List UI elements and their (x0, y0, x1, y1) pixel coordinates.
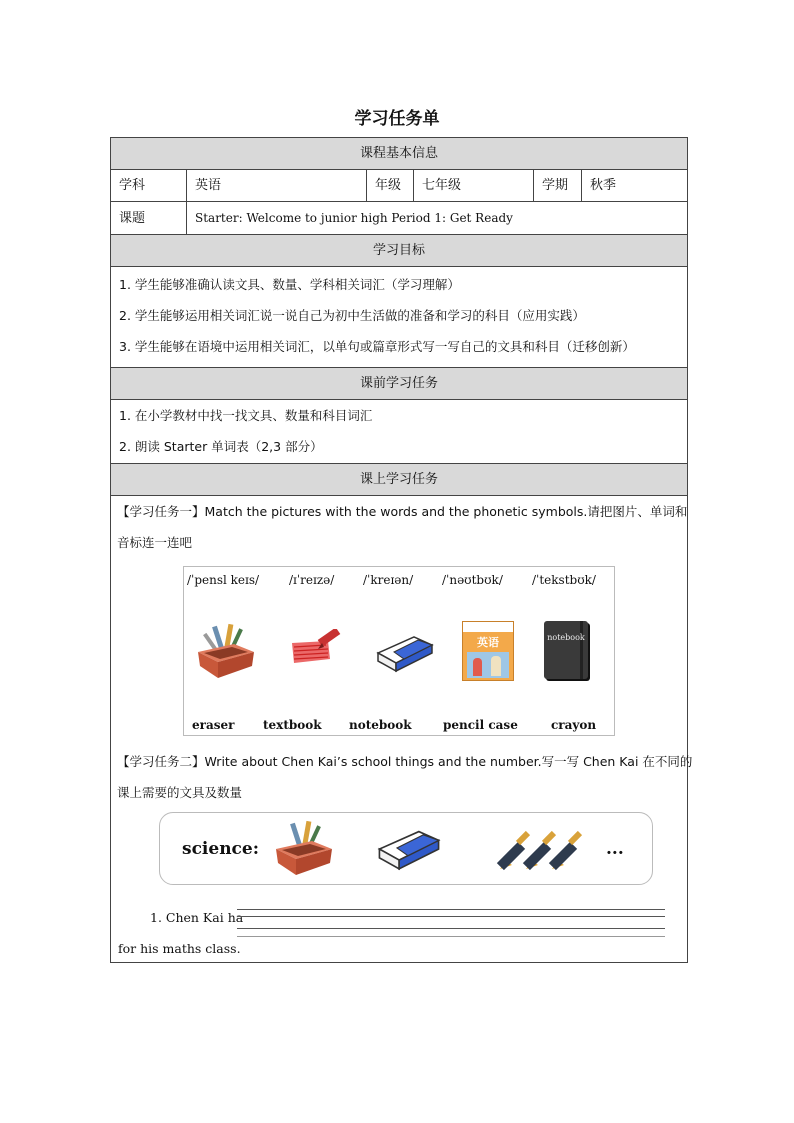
writing-line (237, 916, 665, 917)
ellipsis-text: ... (606, 839, 624, 859)
crayon-image (288, 629, 346, 669)
phonetic-symbol: /ˈpensl keɪs/ (187, 573, 260, 587)
textbook-cover-title: 英语 (477, 636, 499, 649)
answer-sentence-end: for his maths class. (118, 941, 241, 956)
answer-sentence-start: 1. Chen Kai ha (150, 910, 244, 925)
task1-instruction: 【学习任务一】Match the pictures with the words and the phonetic symbols.请把图片、单词和 (117, 504, 688, 519)
phonetic-symbol: /ˈkreɪən/ (363, 573, 414, 587)
task2-instruction-cont: 课上需要的文具及数量 (117, 785, 243, 800)
topic-value: Starter: Welcome to junior high Period 1: Get Ready (195, 211, 513, 225)
pre-class-list (111, 400, 687, 464)
writing-line (237, 909, 665, 910)
subject-label: 学科 (111, 170, 187, 201)
word-label: crayon (551, 718, 597, 732)
subject-value: 英语 (187, 170, 367, 201)
term-value: 秋季 (590, 178, 617, 193)
eraser-image (374, 631, 436, 673)
task2-instruction: 【学习任务二】Write about Chen Kai’s school things and the number.写一写 Chen Kai 在不同的 (117, 754, 693, 769)
pencil-case-image (194, 622, 258, 680)
notebook-image (544, 621, 588, 679)
basic-info-header: 课程基本信息 (111, 138, 687, 170)
science-label: science: (182, 839, 259, 859)
in-class-header: 课上学习任务 (111, 464, 687, 496)
word-label: textbook (263, 718, 322, 732)
basic-info-row (111, 170, 687, 202)
task1-instruction-cont: 音标连一连吧 (117, 535, 193, 550)
objectives-header: 学习目标 (111, 235, 687, 267)
writing-line (237, 936, 665, 937)
writing-line (237, 928, 665, 929)
objective-item: 3. 学生能够在语境中运用相关词汇，以单句或篇章形式写一写自己的文具和科目（迁移创新） (119, 339, 635, 354)
pre-class-header: 课前学习任务 (111, 368, 687, 400)
phonetic-symbol: /ɪˈreɪzə/ (289, 573, 335, 587)
phonetic-symbol: /ˈnəʊtbʊk/ (442, 573, 503, 587)
task-sheet-table (110, 137, 693, 963)
notebook-cover-title: notebook (547, 633, 585, 642)
textbook-image (462, 621, 514, 681)
page-title: 学习任务单 (354, 109, 440, 129)
pre-class-item: 1. 在小学教材中找一找文具、数量和科目词汇 (119, 408, 373, 423)
grade-label: 年级 (367, 170, 414, 201)
matching-picture-box (183, 566, 615, 736)
topic-row (111, 202, 687, 235)
objective-item: 1. 学生能够准确认读文具、数量、学科相关词汇（学习理解） (119, 277, 460, 292)
word-label: eraser (192, 718, 235, 732)
term-label: 学期 (534, 170, 582, 201)
word-label: notebook (349, 718, 412, 732)
word-label: pencil case (443, 718, 518, 732)
eraser-image (374, 825, 444, 871)
objectives-list (111, 267, 687, 368)
topic-label: 课题 (111, 202, 187, 234)
pre-class-item: 2. 朗读 Starter 单词表（2,3 部分） (119, 439, 323, 454)
phonetic-symbol: /ˈtekstbʊk/ (532, 573, 596, 587)
pens-image (494, 821, 598, 877)
science-supplies-box (159, 812, 653, 885)
grade-value: 七年级 (414, 170, 534, 201)
objective-item: 2. 学生能够运用相关词汇说一说自己为初中生活做的准备和学习的科目（应用实践） (119, 308, 585, 323)
pencil-case-image (272, 819, 336, 877)
